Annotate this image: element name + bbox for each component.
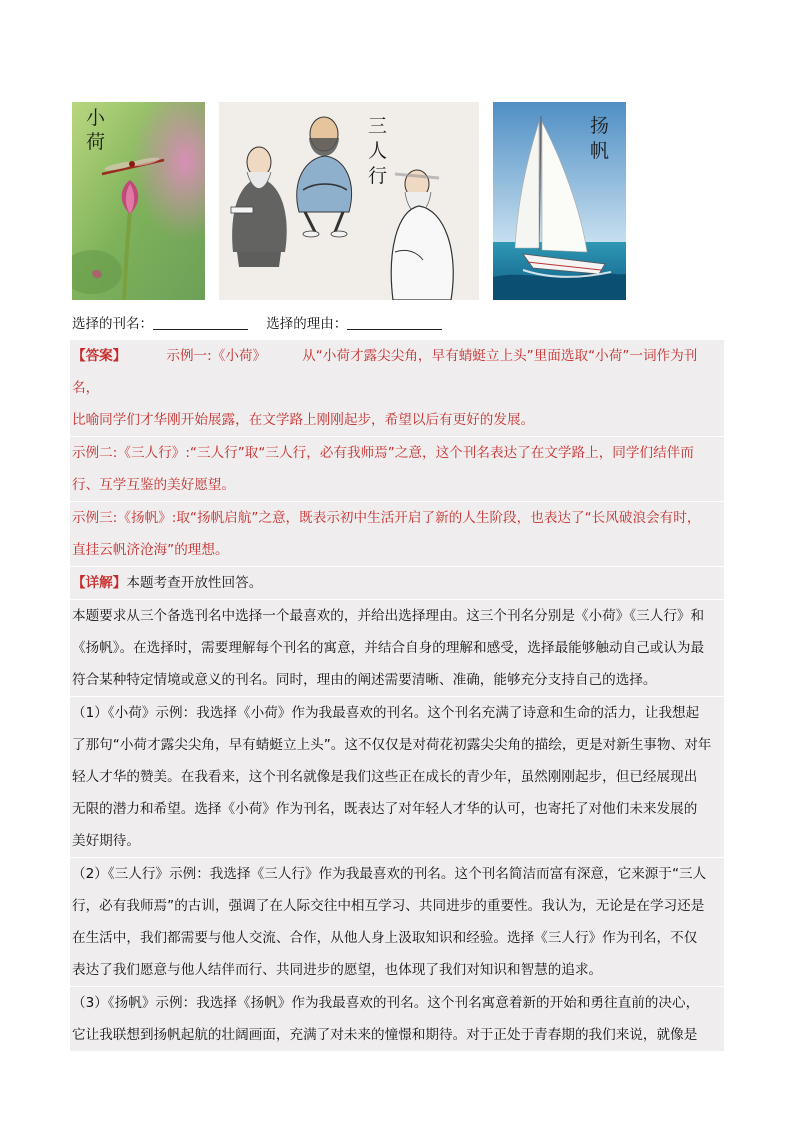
sages-title-char: 三: [368, 115, 388, 137]
detail-intro-line: 符合某种特定情境或意义的刊名。同时，理由的阐述需要清晰、准确，能够充分支持自己的选择。: [72, 672, 657, 688]
paragraph-1-line: 无限的潜力和希望。选择《小荷》作为刊名，既表达了对年轻人才华的认可，也寄托了对他们未来发展的: [72, 801, 698, 817]
paragraph-1-line: 轻人才华的赞美。在我看来，这个刊名就像是我们这些正在成长的青少年，虽然刚刚起步，但已经展现出: [72, 769, 698, 785]
journal-name-blank[interactable]: [153, 315, 248, 330]
sages-title: [368, 114, 387, 189]
sailboat-image: [493, 102, 626, 300]
lotus-title: [86, 106, 105, 154]
paragraph-2-line: 行，必有我师焉”的古训，强调了在人际交往中相互学习、共同进步的重要性。我认为，无论是在学习还是: [72, 898, 705, 914]
three-sages-image: [219, 102, 479, 300]
sages-illustration: [219, 102, 479, 300]
reason-label: 选择的理由：: [266, 316, 348, 332]
example-1-head: 示例一:《小荷》: [166, 348, 267, 364]
detail-intro-line: 本题要求从三个备选刊名中选择一个最喜欢的，并给出选择理由。这三个刊名分别是《小荷》《三人行》和: [70, 599, 724, 632]
journal-name-label: 选择的刊名：: [72, 316, 153, 332]
example-1-body: 从“小荷才露尖尖角，早有蜻蜓立上头”里面选取“小荷”一词作为刊名，: [72, 348, 698, 396]
example-3-line-2: 直挂云帆济沧海”的理想。: [72, 542, 229, 558]
paragraph-3-line: 它让我联想到扬帆起航的壮阔画面，充满了对未来的憧憬和期待。对于正处于青春期的我们来说，就像是: [72, 1027, 698, 1043]
reason-blank[interactable]: [347, 315, 442, 330]
example-2-line-1: 示例二:《三人行》:“三人行”取“三人行，必有我师焉”之意，这个刊名表达了在文学路上，同学们结伴而: [70, 436, 724, 469]
detail-tag: 【详解】: [72, 575, 127, 591]
paragraph-2-line: 表达了我们愿意与他人结伴而行、共同进步的愿望，也体现了我们对知识和智慧的追求。: [72, 962, 603, 978]
selection-line: [72, 314, 456, 334]
detail-heading: [70, 566, 724, 599]
detail-intro-line: 《扬帆》。在选择时，需要理解每个刊名的寓意，并结合自身的理解和感受，选择最能够触动自己或认为最: [72, 640, 705, 656]
sages-title-char: 人: [368, 140, 388, 162]
answer-example-1: [70, 340, 724, 404]
sages-title-char: 行: [368, 165, 388, 187]
paragraph-1-line: 美好期待。: [72, 833, 140, 849]
lotus-image: [72, 102, 205, 300]
sail-title-char: 帆: [590, 140, 610, 162]
answer-block: [70, 340, 724, 1051]
answer-tag: 【答案】: [72, 348, 127, 364]
lotus-title-char: 小: [86, 107, 106, 129]
paragraph-2-line: （2）《三人行》示例：我选择《三人行》作为我最喜欢的刊名。这个刊名简洁而富有深意，它来源于“三人: [70, 857, 724, 890]
paragraph-1-line: （1）《小荷》示例：我选择《小荷》作为我最喜欢的刊名。这个刊名充满了诗意和生命的活力，让我想起: [70, 696, 724, 729]
sail-title-char: 扬: [590, 115, 610, 137]
lotus-title-char: 荷: [86, 131, 106, 153]
example-2-line-2: 行、互学互鉴的美好愿望。: [72, 477, 236, 493]
example-3-line-1: 示例三:《扬帆》:取“扬帆启航”之意，既表示初中生活开启了新的人生阶段，也表达了“长风破浪会有时，: [70, 501, 724, 534]
paragraph-1-line: 了那句“小荷才露尖尖角，早有蜻蜓立上头”。这不仅仅是对荷花初露尖尖角的描绘，更是对新生事物、对年: [72, 737, 712, 753]
detail-tag-text: 本题考查开放性回答。: [126, 575, 263, 591]
paragraph-3-line: （3）《扬帆》示例：我选择《扬帆》作为我最喜欢的刊名。这个刊名寓意着新的开始和勇往直前的决心，: [70, 986, 724, 1019]
sail-title: [590, 114, 609, 164]
example-1-continued: 比喻同学们才华刚开始展露，在文学路上刚刚起步，希望以后有更好的发展。: [72, 412, 535, 428]
paragraph-2-line: 在生活中，我们都需要与他人交流、合作，从他人身上汲取知识和经验。选择《三人行》作为刊名，不仅: [72, 930, 698, 946]
